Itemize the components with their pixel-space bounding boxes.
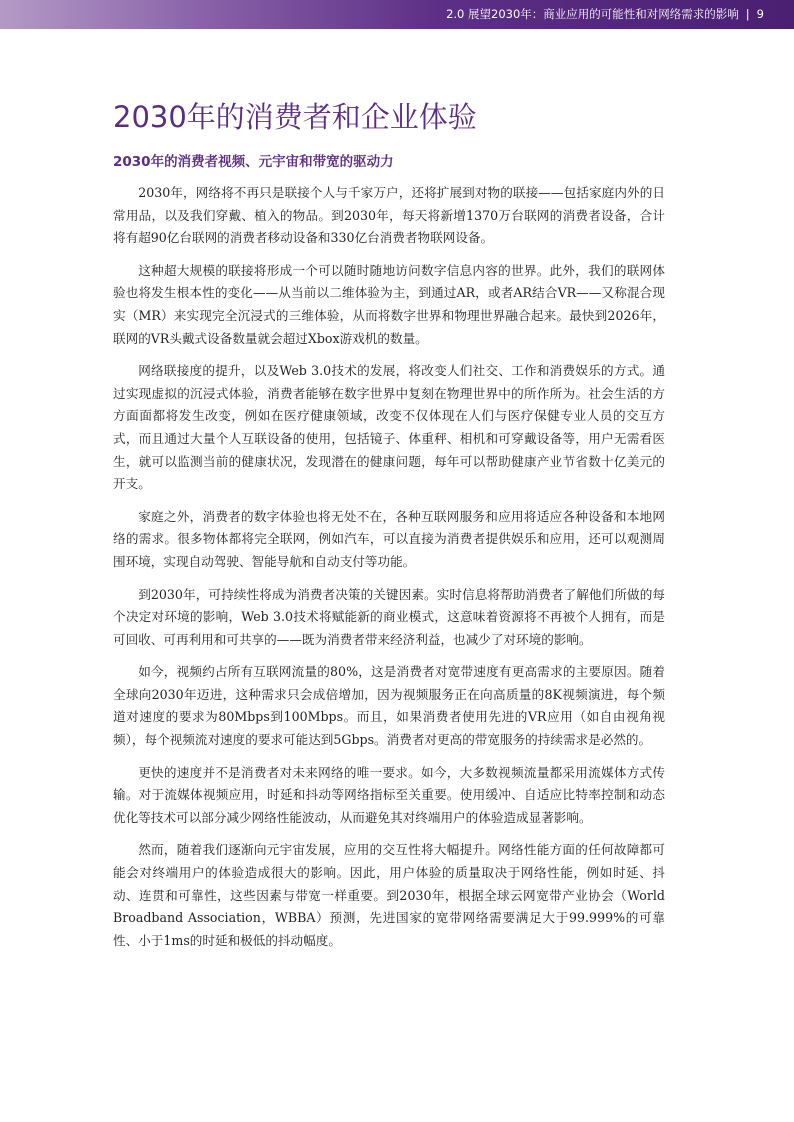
paragraph-5: 到2030年，可持续性将成为消费者决策的关键因素。实时信息将帮助消费者了解他们所做的每个决定对环境的影响，Web 3.0技术将赋能新的商业模式，这意味着资源将不再被个人拥有，而是可回收、可再利用和可共享的——既为消费者带来经济利益，也减少了对环境的影响。 (113, 586, 665, 647)
paragraph-3: 网络联接度的提升，以及Web 3.0技术的发展，将改变人们社交、工作和消费娱乐的方式。通过实现虚拟的沉浸式体验，消费者能够在数字世界中复刻在物理世界中的所作所为。社会生活的方方面面都将发生改变，例如在医疗健康领域，改变不仅体现在人们与医疗保健专业人员的交互方式，而且通过大量个人互联设备的使用，包括镜子、体重秤、相机和可穿戴设备等，用户无需看医生，就可以监测当前的健康状况，发现潜在的健康问题，每年可以帮助健康产业节省数十亿美元的开支。 (113, 363, 665, 492)
paragraph-4: 家庭之外，消费者的数字体验也将无处不在，各种互联网服务和应用将适应各种设备和本地网络的需求。很多物体都将完全联网，例如汽车，可以直接为消费者提供娱乐和应用，还可以观测周围环境，实现自动驾驶、智能导航和自动支付等功能。 (113, 508, 665, 569)
paragraph-6: 如今，视频约占所有互联网流量的80%，这是消费者对宽带速度有更高需求的主要原因。随着全球向2030年迈进，这种需求只会成倍增加，因为视频服务正在向高质量的8K视频演进，每个频道对速度的要求为80Mbps到100Mbps。而且，如果消费者使用先进的VR应用（如自由视角视频），每个视频流对速度的要求可能达到5Gbps。消费者对更高的带宽服务的持续需求是必然的。 (113, 664, 665, 748)
body-text (113, 182, 665, 962)
page-title: 2030年的消费者和企业体验 (113, 100, 477, 134)
paragraph-7: 更快的速度并不是消费者对未来网络的唯一要求。如今，大多数视频流量都采用流媒体方式传输。对于流媒体视频应用，时延和抖动等网络指标至关重要。使用缓冲、自适应比特率控制和动态优化等技术可以部分减少网络性能波动，从而避免其对终端用户的体验造成显著影响。 (113, 764, 665, 825)
header-bar (0, 0, 794, 29)
running-header-separator: | (745, 7, 750, 21)
page-number: 9 (756, 7, 764, 21)
paragraph-8: 然而，随着我们逐渐向元宇宙发展，应用的交互性将大幅提升。网络性能方面的任何故障都可能会对终端用户的体验造成很大的影响。因此，用户体验的质量取决于网络性能，例如时延、抖动、连贯和可靠性，这些因素与带宽一样重要。到2030年，根据全球云网宽带产业协会（World Broadband Association，WBBA）预测，先进国家的宽带网络需要满足大于99.999%的可靠性、小于1ms的时延和极低的抖动幅度。 (113, 842, 665, 948)
running-header-title: 2.0 展望2030年：商业应用的可能性和对网络需求的影响 (446, 7, 739, 21)
running-header (446, 0, 764, 29)
section-title: 2030年的消费者视频、元宇宙和带宽的驱动力 (113, 154, 394, 170)
paragraph-2: 这种超大规模的联接将形成一个可以随时随地访问数字信息内容的世界。此外，我们的联网体验也将发生根本性的变化——从当前以二维体验为主，到通过AR，或者AR结合VR——又称混合现实（MR）来实现完全沉浸式的三维体验，从而将数字世界和物理世界融合起来。最快到2026年，联网的VR头戴式设备数量就会超过Xbox游戏机的数量。 (113, 262, 665, 346)
paragraph-1: 2030年，网络将不再只是联接个人与千家万户，还将扩展到对物的联接——包括家庭内外的日常用品，以及我们穿戴、植入的物品。到2030年，每天将新增1370万台联网的消费者设备，合计将有超90亿台联网的消费者移动设备和330亿台消费者物联网设备。 (113, 185, 665, 246)
